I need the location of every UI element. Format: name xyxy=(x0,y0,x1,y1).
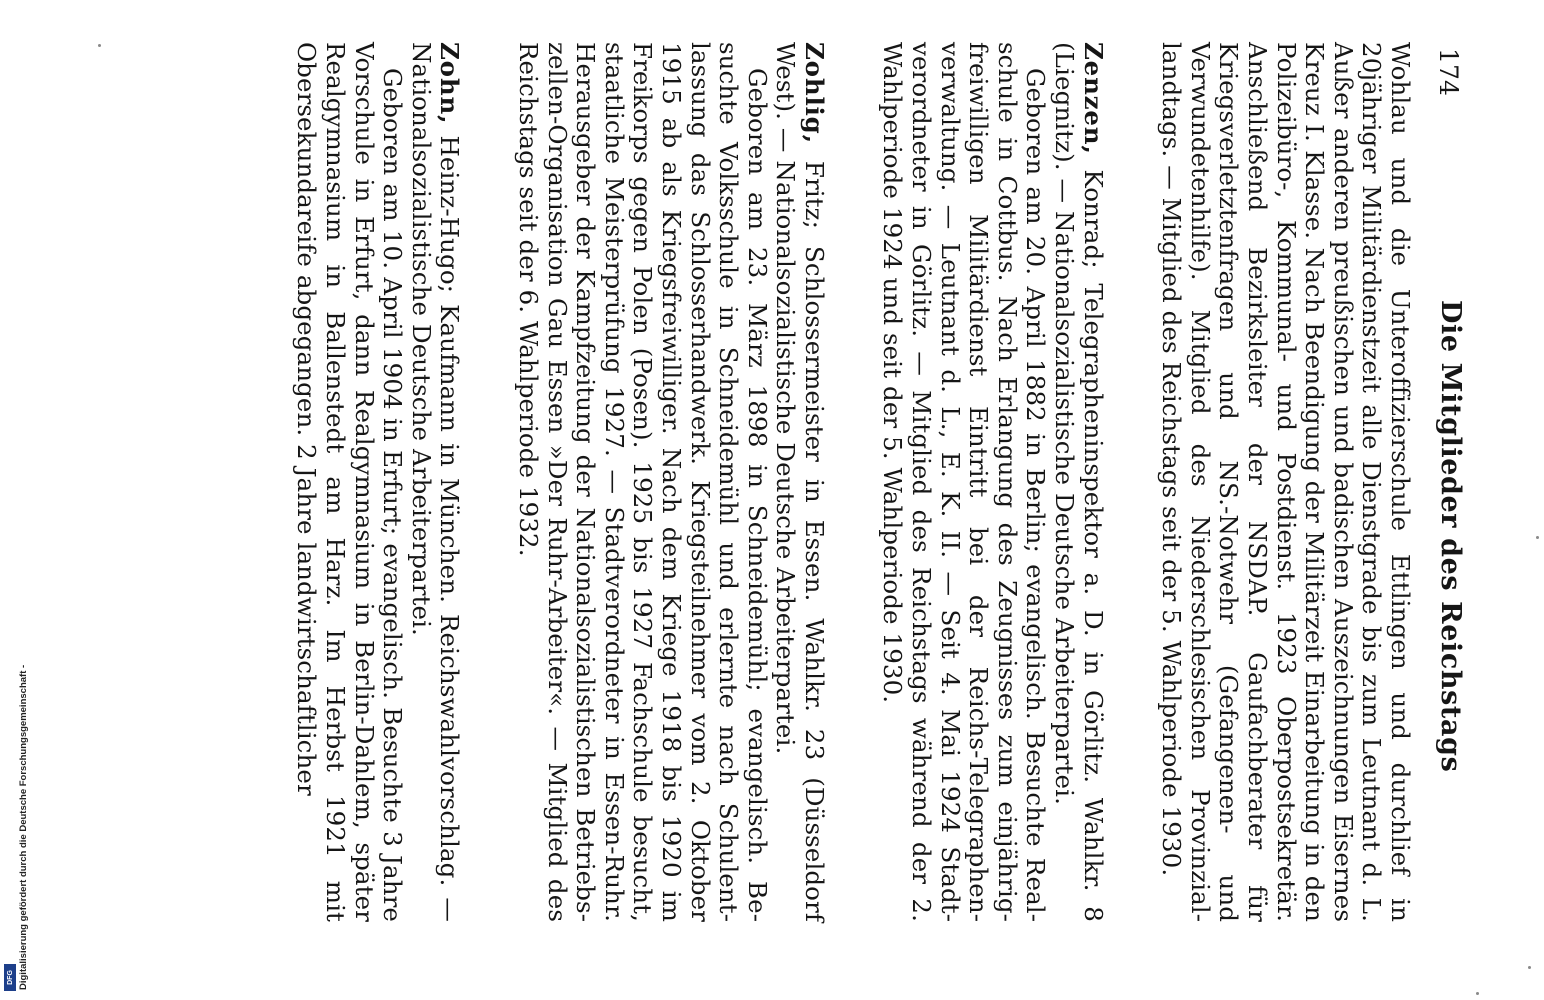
entry-summary: Fritz; Schlossermeister in Essen. Wahlkr. 23 (Düsseldorf West). — Nationalsozialistische Deutsche Arbeiterpartei. xyxy=(771,42,829,923)
scan-speck xyxy=(1476,992,1479,995)
rotated-text-page xyxy=(60,42,1470,922)
entry-name: Zenzen, xyxy=(1078,42,1108,155)
entry-name: Zohn, xyxy=(435,42,465,125)
scan-speck xyxy=(1536,536,1539,539)
scan-speck xyxy=(98,44,101,47)
entry-text: Wohlau und die Unteroffizierschule Ettlingen und durchlief in 20jähriger Militärdienstzeit alle Dienstgrade bis zum Leutnant d. L. Außer anderen preußischen und badischen Auszeichnungen Eisernes Kreuz I. Klasse. Nach Beendigung der Militärzeit Einarbeitung in den Polizeibüro-, Kommunal- und Postdienst. 1923 Oberpostsekretär. Anschließend Bezirksleiter der NSDAP. Gaufachberater für Kriegsverletztenfragen und NS.-Notwehr (Gefangenen- und Verwundetenhilfe). Mitglied des Niederschlesischen Provinziallandtags. — Mitglied des Reichstags seit der 5. Wahlperiode 1930. xyxy=(1157,42,1415,922)
entry-summary: Heinz-Hugo; Kaufmann in München. Reichswahlvorschlag. — Nationalsozialistische Deutsche Arbeiterpartei. xyxy=(406,42,465,922)
entry-block-zenzen xyxy=(878,42,1107,922)
entry-block-zohn xyxy=(292,42,464,922)
entry-heading xyxy=(1049,42,1106,922)
entry-biography: Geboren am 10. April 1904 in Erfurt; evangelisch. Besuchte 3 Jahre Vorschule in Erfurt, dann Realgymnasium in Berlin-Dahlem, später Realgymnasium in Ballenstedt am Harz. Im Herbst 1921 mit Obersekundareife abgegangen. 2 Jahre landwirtschaftlicher xyxy=(292,42,408,922)
digitization-credit-text: Digitalisierung gefördert durch die Deutsche Forschungsgemeinschaft - xyxy=(18,664,29,990)
dfg-logo-text: DFG xyxy=(6,970,14,985)
scan-speck xyxy=(1528,966,1531,969)
page-number: 174 xyxy=(1434,48,1463,97)
entry-block-continuation xyxy=(1157,42,1414,922)
digitization-credit xyxy=(4,604,29,990)
entry-summary: Konrad; Telegrapheninspektor a. D. in Görlitz. Wahlkr. 8 (Liegnitz). — Nationalsozialistische Deutsche Arbeiterpartei. xyxy=(1050,42,1108,922)
entry-name: Zohlig, xyxy=(799,42,829,144)
entry-heading xyxy=(771,42,828,922)
entry-heading xyxy=(406,42,463,922)
entry-biography: Geboren am 20. April 1882 in Berlin; evangelisch. Besuchte Realschule in Cottbus. Nach Erlangung des Zeugnisses zum einjährig-freiwilligen Militärdienst Eintritt bei der Reichs-Telegraphenverwaltung. — Leutnant d. L., E. K. II. — Seit 4. Mai 1924 Stadtverordneter in Görlitz. — Mitglied des Reichstags während der 2. Wahlperiode 1924 und seit der 5. Wahlperiode 1930. xyxy=(878,42,1051,922)
entry-block-zohlig xyxy=(513,42,828,922)
entry-biography: Geboren am 23. März 1898 in Schneidemühl; evangelisch. Besuchte Volksschule in Schneidemühl und erlernte nach Schulentlassung das Schlosserhandwerk. Kriegsteilnehmer vom 2. Oktober 1915 ab als Kriegsfreiwilliger. Nach dem Kriege 1918 bis 1920 im Freikorps gegen Polen (Posen). 1925 bis 1927 Fachschule besucht, staatliche Meisterprüfung 1927. — Stadtverordneter in Essen-Ruhr. Herausgeber der Kampfzeitung der Nationalsozialistischen Betriebszellen-Organisation Gau Essen »Der Ruhr-Arbeiter«. — Mitglied des Reichstags seit der 6. Wahlperiode 1932. xyxy=(513,42,772,922)
running-head: Die Mitglieder des Reichstags xyxy=(1435,300,1466,773)
dfg-logo-icon xyxy=(4,964,16,991)
page-header xyxy=(1414,42,1470,922)
